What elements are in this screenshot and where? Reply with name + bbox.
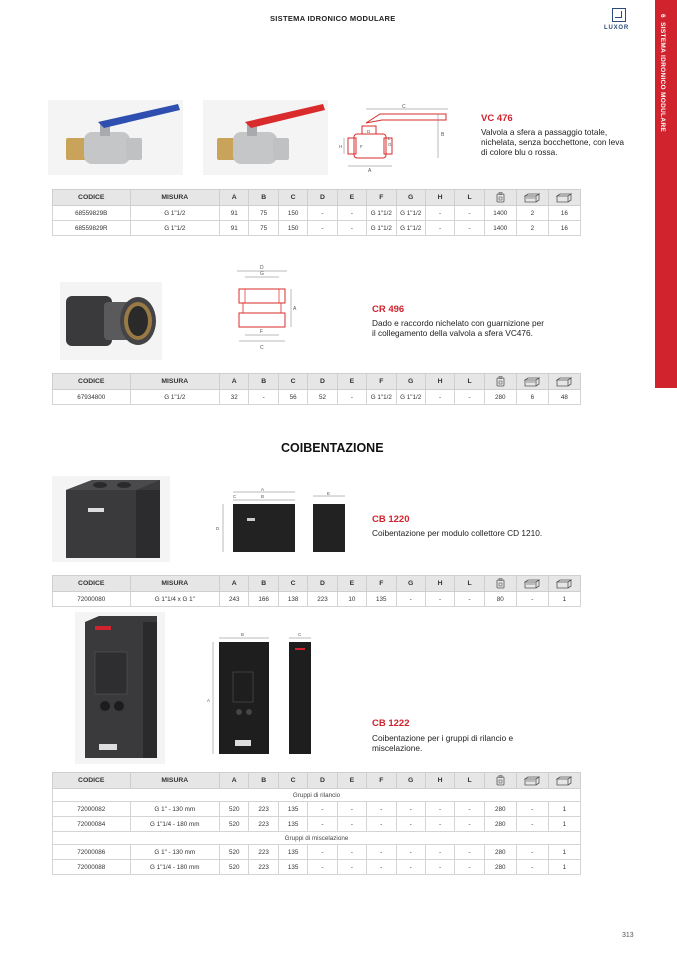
column-header: C [278, 773, 307, 789]
drawing-label: G [260, 271, 264, 277]
drawing-label: D [216, 526, 220, 531]
table-cell: G 1"1/2 [367, 206, 396, 221]
table-cell: 2 [516, 206, 548, 221]
table-cell: - [455, 206, 484, 221]
table-cell: 1 [548, 860, 580, 875]
column-header: C [278, 576, 307, 592]
column-header: G [396, 576, 425, 592]
drawing-label: G [388, 142, 392, 147]
valve-technical-drawing [338, 100, 456, 178]
drawing-label: C [402, 104, 406, 110]
table-group-row [53, 832, 581, 845]
column-header: F [367, 576, 396, 592]
column-header: B [249, 190, 278, 206]
table-cell: 67934800 [53, 390, 131, 405]
table-cell: 166 [249, 592, 278, 607]
table-cell: - [455, 817, 484, 832]
table-cell: 68559829R [53, 221, 131, 236]
package-unit-icon [484, 576, 516, 592]
table-cell: 75 [249, 221, 278, 236]
table-cell: - [425, 592, 454, 607]
table-row [53, 802, 581, 817]
chapter-number: 6 [659, 14, 666, 18]
table-cell: 16 [548, 206, 580, 221]
table-cell: - [308, 802, 337, 817]
brand-logo [604, 8, 648, 38]
column-header: MISURA [130, 374, 220, 390]
table-row [53, 390, 581, 405]
column-header: B [249, 576, 278, 592]
table-cell: 135 [278, 802, 307, 817]
package-unit-icon [484, 190, 516, 206]
table-cell: - [396, 592, 425, 607]
column-header: CODICE [53, 576, 131, 592]
group-title: Gruppi di rilancio [53, 789, 581, 802]
table-cell: G 1"1/4 - 180 mm [130, 860, 220, 875]
table-cell: - [308, 817, 337, 832]
table-cell: - [367, 845, 396, 860]
table-cell: G 1"1/2 [130, 390, 220, 405]
table-cell: 280 [484, 802, 516, 817]
column-header: D [308, 576, 337, 592]
column-header: G [396, 190, 425, 206]
column-header: H [425, 576, 454, 592]
column-header: L [455, 773, 484, 789]
drawing-label: E [327, 491, 331, 496]
table-cell: 223 [249, 845, 278, 860]
header-title: SISTEMA IDRONICO MODULARE [270, 14, 396, 23]
valve-blue-photo [48, 100, 183, 175]
table-cell: - [425, 390, 454, 405]
product-description-cb1222: Coibentazione per i gruppi di rilancio e miscelazione. [372, 733, 514, 754]
column-header: CODICE [53, 773, 131, 789]
table-header-row [53, 576, 581, 592]
table-cell: 520 [220, 817, 249, 832]
table-cell: 48 [548, 390, 580, 405]
column-header: L [455, 576, 484, 592]
product-description-vc476: Valvola a sfera a passaggio totale, nichelata, senza bocchettone, con leva di colore blu o rossa. [481, 127, 624, 158]
column-header: F [367, 773, 396, 789]
table-cell: G 1"1/2 [130, 206, 220, 221]
table-row [53, 817, 581, 832]
package-carton-icon [548, 374, 580, 390]
table-cell: 72000088 [53, 860, 131, 875]
table-row [53, 206, 581, 221]
fitting-photo [60, 282, 162, 360]
table-cell: G 1"1/2 [396, 221, 425, 236]
table-cell: 72000080 [53, 592, 131, 607]
column-header: MISURA [130, 576, 220, 592]
column-header: E [337, 576, 366, 592]
table-cell: 520 [220, 860, 249, 875]
table-cell: - [425, 221, 454, 236]
logo-icon [612, 8, 626, 22]
table-cell: 223 [249, 802, 278, 817]
insulation-box-technical-drawing [215, 486, 355, 556]
section-title: COIBENTAZIONE [281, 441, 384, 455]
product-code-cb1222: CB 1222 [372, 718, 410, 729]
package-unit-icon [484, 374, 516, 390]
column-header: E [337, 190, 366, 206]
drawing-label: B [241, 632, 245, 637]
package-box-icon [516, 576, 548, 592]
column-header: H [425, 190, 454, 206]
table-cell: 520 [220, 845, 249, 860]
column-header: H [425, 374, 454, 390]
table-cell: 243 [220, 592, 249, 607]
table-cell: - [516, 817, 548, 832]
drawing-label: D [367, 129, 371, 134]
column-header: B [249, 773, 278, 789]
table-cell: 138 [278, 592, 307, 607]
table-cell: 75 [249, 206, 278, 221]
column-header: D [308, 374, 337, 390]
table-cell: 135 [367, 592, 396, 607]
table-cell: - [396, 817, 425, 832]
drawing-label: H [339, 144, 343, 149]
table-cell: - [455, 390, 484, 405]
table-cell: - [367, 817, 396, 832]
drawing-label: L [388, 136, 391, 141]
drawing-label: A [293, 306, 297, 312]
table-cell: 16 [548, 221, 580, 236]
table-cell: 135 [278, 860, 307, 875]
table-cell: 1 [548, 817, 580, 832]
insulation-cabinet-photo [75, 612, 165, 764]
table-cell: G 1"1/2 [130, 221, 220, 236]
table-cell: - [308, 845, 337, 860]
table-cell: 72000086 [53, 845, 131, 860]
insulation-box-photo [52, 476, 170, 562]
table-cell: 1400 [484, 221, 516, 236]
table-cell: 280 [484, 390, 516, 405]
column-header: F [367, 190, 396, 206]
table-cell: G 1" - 130 mm [130, 845, 220, 860]
drawing-label: A [207, 698, 211, 703]
table-cell: - [396, 845, 425, 860]
table-cell: 150 [278, 206, 307, 221]
table-cell: - [425, 206, 454, 221]
table-cell: - [396, 860, 425, 875]
drawing-label: A [368, 168, 372, 174]
table-cell: 32 [220, 390, 249, 405]
table-cell: 223 [308, 592, 337, 607]
column-header: A [220, 773, 249, 789]
column-header: L [455, 190, 484, 206]
chapter-tab [655, 0, 677, 388]
page-number: 313 [622, 932, 634, 939]
spec-table-vc476 [52, 189, 581, 236]
drawing-label: C [298, 632, 302, 637]
table-row [53, 845, 581, 860]
package-box-icon [516, 190, 548, 206]
table-cell: - [337, 860, 366, 875]
package-unit-icon [484, 773, 516, 789]
table-cell: - [516, 592, 548, 607]
column-header: E [337, 374, 366, 390]
table-cell: - [337, 390, 366, 405]
table-cell: 10 [337, 592, 366, 607]
table-cell: - [367, 802, 396, 817]
table-cell: G 1"1/2 [367, 390, 396, 405]
table-cell: 280 [484, 817, 516, 832]
table-cell: 280 [484, 845, 516, 860]
table-cell: G 1"1/2 [396, 390, 425, 405]
table-cell: 72000084 [53, 817, 131, 832]
drawing-label: C [260, 345, 264, 351]
table-cell: - [308, 860, 337, 875]
column-header: G [396, 773, 425, 789]
column-header: C [278, 190, 307, 206]
table-cell: 2 [516, 221, 548, 236]
table-cell: 91 [220, 206, 249, 221]
table-cell: - [455, 845, 484, 860]
table-cell: - [425, 802, 454, 817]
table-header-row [53, 374, 581, 390]
table-row [53, 860, 581, 875]
table-cell: G 1"1/2 [367, 221, 396, 236]
table-cell: - [425, 817, 454, 832]
table-cell: - [308, 206, 337, 221]
product-description-cb1220: Coibentazione per modulo collettore CD 1210. [372, 528, 543, 538]
table-cell: - [455, 221, 484, 236]
spec-table-cb1222 [52, 772, 581, 875]
table-cell: 135 [278, 817, 307, 832]
table-cell: - [337, 845, 366, 860]
spec-table-cr496 [52, 373, 581, 405]
package-carton-icon [548, 773, 580, 789]
table-cell: - [337, 817, 366, 832]
table-cell: - [308, 221, 337, 236]
column-header: MISURA [130, 773, 220, 789]
column-header: H [425, 773, 454, 789]
column-header: L [455, 374, 484, 390]
column-header: E [337, 773, 366, 789]
column-header: G [396, 374, 425, 390]
package-carton-icon [548, 576, 580, 592]
column-header: CODICE [53, 190, 131, 206]
table-cell: 1 [548, 592, 580, 607]
table-cell: 150 [278, 221, 307, 236]
drawing-label: F [260, 329, 264, 335]
drawing-label: C [233, 494, 237, 499]
table-cell: 72000082 [53, 802, 131, 817]
table-header-row [53, 773, 581, 789]
table-cell: 223 [249, 817, 278, 832]
table-cell: 280 [484, 860, 516, 875]
column-header: B [249, 374, 278, 390]
table-row [53, 592, 581, 607]
spec-table-cb1220 [52, 575, 581, 607]
group-title: Gruppi di miscelazione [53, 832, 581, 845]
fitting-technical-drawing [225, 263, 305, 355]
table-cell: - [516, 845, 548, 860]
column-header: C [278, 374, 307, 390]
table-cell: - [425, 860, 454, 875]
table-cell: 52 [308, 390, 337, 405]
table-cell: - [396, 802, 425, 817]
table-cell: - [455, 860, 484, 875]
table-cell: - [455, 802, 484, 817]
table-cell: 56 [278, 390, 307, 405]
chapter-label: SISTEMA IDRONICO MODULARE [659, 22, 666, 132]
drawing-label: F [360, 144, 363, 149]
product-code-vc476: VC 476 [481, 113, 513, 124]
table-cell: - [516, 860, 548, 875]
column-header: D [308, 190, 337, 206]
column-header: F [367, 374, 396, 390]
product-code-cr496: CR 496 [372, 304, 405, 315]
column-header: A [220, 374, 249, 390]
chapter-tab-text [659, 14, 666, 132]
table-cell: - [249, 390, 278, 405]
table-cell: - [455, 592, 484, 607]
table-cell: G 1"1/2 [396, 206, 425, 221]
drawing-label: D [260, 265, 264, 271]
table-cell: - [367, 860, 396, 875]
table-cell: G 1"1/4 - 180 mm [130, 817, 220, 832]
insulation-cabinet-technical-drawing [205, 632, 325, 756]
table-cell: 223 [249, 860, 278, 875]
table-cell: 1 [548, 845, 580, 860]
brand-name: LUXOR [604, 25, 629, 31]
column-header: D [308, 773, 337, 789]
drawing-label: B [441, 132, 445, 138]
table-cell: 520 [220, 802, 249, 817]
table-cell: G 1" - 130 mm [130, 802, 220, 817]
table-cell: 80 [484, 592, 516, 607]
table-cell: - [337, 221, 366, 236]
product-description-cr496: Dado e raccordo nichelato con guarnizione per il collegamento della valvola a sfera VC476. [372, 318, 545, 339]
package-carton-icon [548, 190, 580, 206]
table-cell: G 1"1/4 x G 1" [130, 592, 220, 607]
valve-red-photo [203, 100, 328, 175]
table-cell: 6 [516, 390, 548, 405]
table-group-row [53, 789, 581, 802]
table-cell: 1400 [484, 206, 516, 221]
table-cell: - [337, 206, 366, 221]
drawing-label: B [261, 494, 265, 499]
table-header-row [53, 190, 581, 206]
column-header: MISURA [130, 190, 220, 206]
table-cell: 1 [548, 802, 580, 817]
column-header: A [220, 190, 249, 206]
table-cell: 68559829B [53, 206, 131, 221]
table-row [53, 221, 581, 236]
column-header: CODICE [53, 374, 131, 390]
product-code-cb1220: CB 1220 [372, 514, 410, 525]
package-box-icon [516, 773, 548, 789]
table-cell: - [516, 802, 548, 817]
table-cell: - [425, 845, 454, 860]
table-cell: - [337, 802, 366, 817]
drawing-label: A [261, 487, 265, 492]
table-cell: 135 [278, 845, 307, 860]
column-header: A [220, 576, 249, 592]
package-box-icon [516, 374, 548, 390]
table-cell: 91 [220, 221, 249, 236]
